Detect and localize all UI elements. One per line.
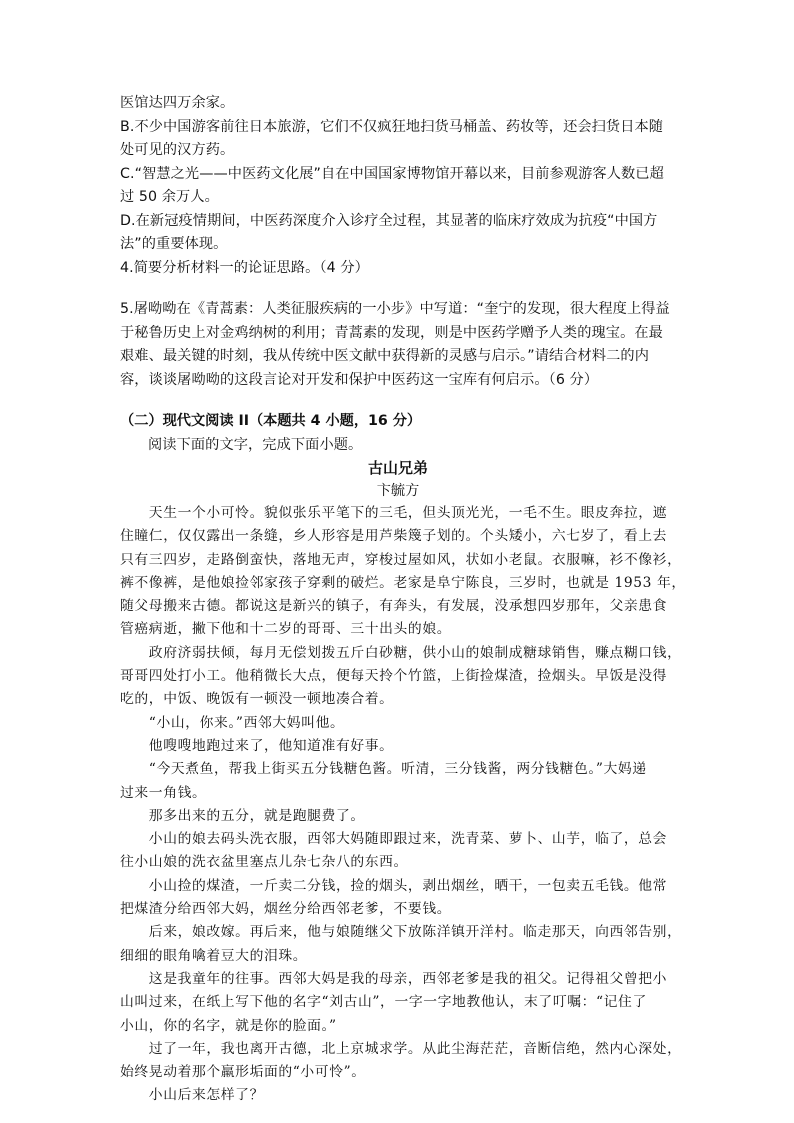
option-c-line2: 过 50 余万人。 <box>120 189 219 205</box>
option-b-line2: 处可见的汉方药。 <box>120 142 235 158</box>
story-line: 天生一个小可怜。貌似张乐平笔下的三毛，但头顶光光，一毛不生。眼皮奔拉，遮 <box>120 505 668 521</box>
question5-line: 5.屠呦呦在《青蒿素：人类征服疾病的一小步》中写道：“奎宁的发现，很大程度上得益 <box>120 301 670 317</box>
story-line: 管癌病逝，撇下他和十二岁的哥哥、三十出头的娘。 <box>120 621 452 638</box>
section-heading: （二）现代文阅读 II（本题共 4 小题，16 分） <box>120 413 422 429</box>
story-line: 那多出来的五分，就是跑腿费了。 <box>120 807 365 824</box>
question4: 4.简要分析材料一的论证思路。（4 分） <box>120 259 369 276</box>
story-line: 把煤渣分给西邻大妈，烟丝分给西邻老爹，不要钱。 <box>120 901 452 918</box>
option-d-line2: 法”的重要体现。 <box>120 236 228 252</box>
option-b-line1: B.不少中国游客前往日本旅游，它们不仅疯狂地扫货马桶盖、药妆等，还会扫货日本随 <box>120 118 664 135</box>
question5 <box>120 298 676 392</box>
option-d-line1: D.在新冠疫情期间，中医药深度介入诊疗全过程，其显著的临床疗效成为抗疫“中国方 <box>120 212 658 229</box>
text-line: 医馆达四万余家。 <box>120 95 235 111</box>
section2 <box>120 410 676 502</box>
story-line: “今天煮鱼，帮我上街买五分钱糖色酱。听清，三分钱酱，两分钱糖色。”大妈递 <box>120 761 647 778</box>
story-line: 住瞳仁，仅仅露出一条缝，乡人形容是用芦柴篾子划的。个头矮小，六七岁了，看上去 <box>120 528 668 545</box>
story-line: 裤不像裤，是他娘捡邻家孩子穿剩的破烂。老家是阜宁陈良，三岁时，也就是 1953 年， <box>120 574 686 591</box>
option-c-line1: C.“智慧之光——中医药文化展”自在中国国家博物馆开幕以来，目前参观游客人数已超 <box>120 165 664 182</box>
story-line: 他嗖嗖地跑过来了，他知道准有好事。 <box>120 737 394 754</box>
story-line: 这是我童年的往事。西邻大妈是我的母亲，西邻老爹是我的祖父。记得祖父曾把小 <box>120 970 668 987</box>
section-instruction: 阅读下面的文字，完成下面小题。 <box>148 436 363 453</box>
story-line: 政府济弱扶倾，每月无偿划拨五斤白砂糖，供小山的娘制成糖球销售，赚点糊口钱， <box>120 644 682 661</box>
story-line: 哥哥四处打小工。他稍微长大点，便每天拎个竹篮，上街捡煤渣，捡烟头。早饭是没得 <box>120 668 668 685</box>
story-line: 后来，娘改嫁。再后来，他与娘随继父下放陈洋镇开洋村。临走那天，向西邻告别， <box>120 924 682 941</box>
story-line: 山叫过来，在纸上写下他的名字“刘古山”，一字一字地教他认，末了叮嘱：“记住了 <box>120 994 647 1011</box>
story-title: 古山兄弟 <box>367 459 428 477</box>
story-line: 小山，你的名字，就是你的脸面。” <box>120 1017 337 1034</box>
question5-line: 容，谈谈屠呦呦的这段言论对开发和保护中医药这一宝库有何启示。（6 分） <box>120 371 599 388</box>
story-line: 始终晃动着那个羸形垢面的“小可怜”。 <box>120 1064 366 1081</box>
story-line: 小山后来怎样了？ <box>120 1087 264 1104</box>
story-body <box>120 502 686 1108</box>
story-line: 小山的娘去码头洗衣服，西邻大妈随即跟过来，洗青菜、萝卜、山芋，临了，总会 <box>120 831 668 848</box>
story-line: 过了一年，我也离开古德，北上京城求学。从此尘海茫茫，音断信绝，然内心深处， <box>120 1040 682 1057</box>
story-line: 随父母搬来古德。都说这是新兴的镇子，有奔头，有发展，没承想四岁那年，父亲患食 <box>120 598 668 615</box>
story-line: “小山，你来。”西邻大妈叫他。 <box>120 714 345 731</box>
story-line: 吃的，中饭、晚饭有一顿没一顿地凑合着。 <box>120 691 394 708</box>
story-line: 细细的眼角噙着豆大的泪珠。 <box>120 947 308 964</box>
question5-line: 于秘鲁历史上对金鸡纳树的利用；青蒿素的发现，则是中医药学赠予人类的瑰宝。在最 <box>120 324 663 341</box>
story-line: 过来一角钱。 <box>120 784 207 801</box>
story-line: 往小山娘的洗衣盆里塞点儿杂七杂八的东西。 <box>120 854 408 871</box>
question3-options <box>120 92 676 280</box>
story-line: 只有三四岁，走路倒蛮快，落地无声，穿梭过屋如风，状如小老鼠。衣服嘛，衫不像衫， <box>120 551 682 568</box>
question5-line: 艰难、最关键的时刻，我从传统中医文献中获得新的灵感与启示。”请结合材料二的内 <box>120 348 649 364</box>
story-line: 小山捡的煤渣，一斤卖二分钱，捡的烟头，剥出烟丝，晒干，一包卖五毛钱。他常 <box>120 877 668 894</box>
story-author: 卞毓方 <box>376 483 420 499</box>
